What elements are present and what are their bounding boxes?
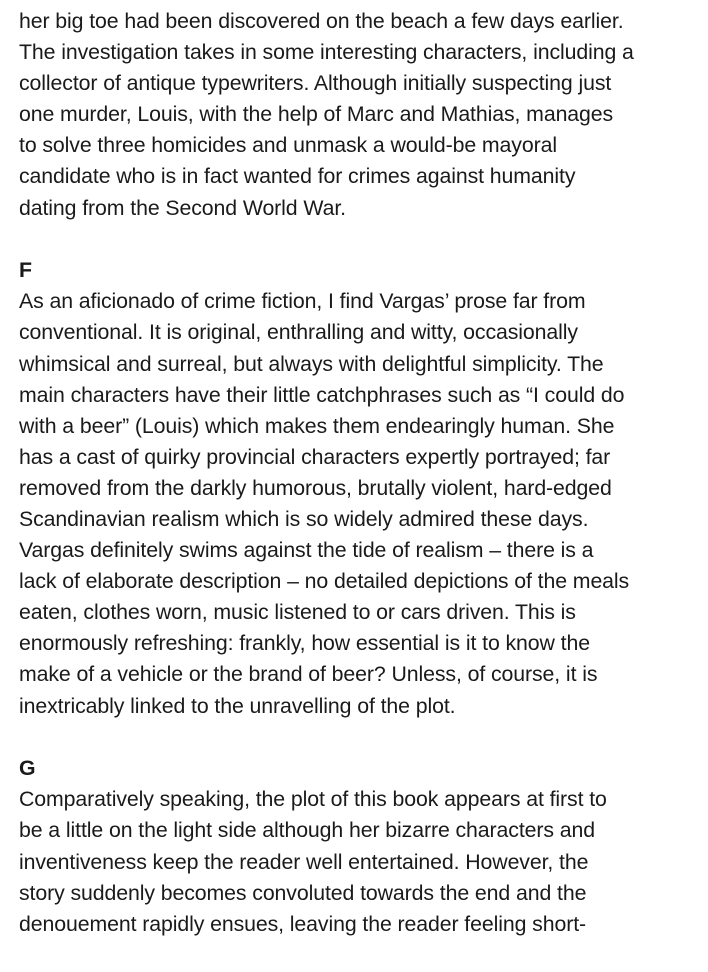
text-line: has a cast of quirky provincial characters expertly portrayed; far (19, 444, 611, 469)
text-line: inventiveness keep the reader well entertained. However, the (19, 849, 589, 874)
text-line: candidate who is in fact wanted for crimes against humanity (19, 164, 576, 189)
text-line: enormously refreshing: frankly, how essential is it to know the (19, 631, 590, 656)
paragraph-spacer (19, 722, 708, 754)
text-line: to solve three homicides and unmask a would-be mayoral (19, 133, 557, 158)
text-line: removed from the darkly humorous, brutally violent, hard-edged (19, 475, 612, 500)
text-line: Scandinavian realism which is so widely admired these days. (19, 507, 589, 531)
text-line: main characters have their little catchphrases such as “I could do (19, 382, 625, 407)
document-page (19, 6, 708, 940)
section-f (19, 255, 708, 721)
text-line: inextricably linked to the unravelling of the plot. (19, 693, 456, 718)
text-line: whimsical and surreal, but always with delightful simplicity. The (19, 351, 604, 376)
section-heading-f: F (19, 258, 32, 283)
text-line: one murder, Louis, with the help of Marc and Mathias, manages (19, 102, 614, 127)
text-line: with a beer” (Louis) which makes them endearingly human. She (19, 413, 615, 438)
text-line: story suddenly becomes convoluted towards the end and the (19, 880, 587, 905)
text-line: her big toe had been discovered on the beach a few days earlier. (19, 9, 624, 33)
text-line: dating from the Second World War. (19, 195, 346, 220)
section-g (19, 753, 708, 940)
text-line: make of a vehicle or the brand of beer? Unless, of course, it is (19, 662, 598, 687)
text-line: collector of antique typewriters. Although initially suspecting just (19, 71, 612, 96)
text-line: The investigation takes in some interesting characters, including a (19, 40, 634, 65)
text-line: be a little on the light side although her bizarre characters and (19, 818, 595, 843)
section-heading-g: G (19, 756, 36, 781)
text-line: As an aficionado of crime fiction, I find Vargas’ prose far from (19, 289, 586, 314)
paragraph-spacer (19, 224, 708, 256)
paragraph-continuation (19, 6, 708, 224)
text-line: eaten, clothes worn, music listened to or cars driven. This is (19, 600, 576, 625)
text-line: denouement rapidly ensues, leaving the reader feeling short- (19, 911, 587, 936)
text-line: lack of elaborate description – no detailed depictions of the meals (19, 569, 630, 594)
text-line: Comparatively speaking, the plot of this book appears at first to (19, 787, 607, 812)
text-line: conventional. It is original, enthralling and witty, occasionally (19, 320, 578, 345)
text-line: Vargas definitely swims against the tide of realism – there is a (19, 538, 594, 563)
